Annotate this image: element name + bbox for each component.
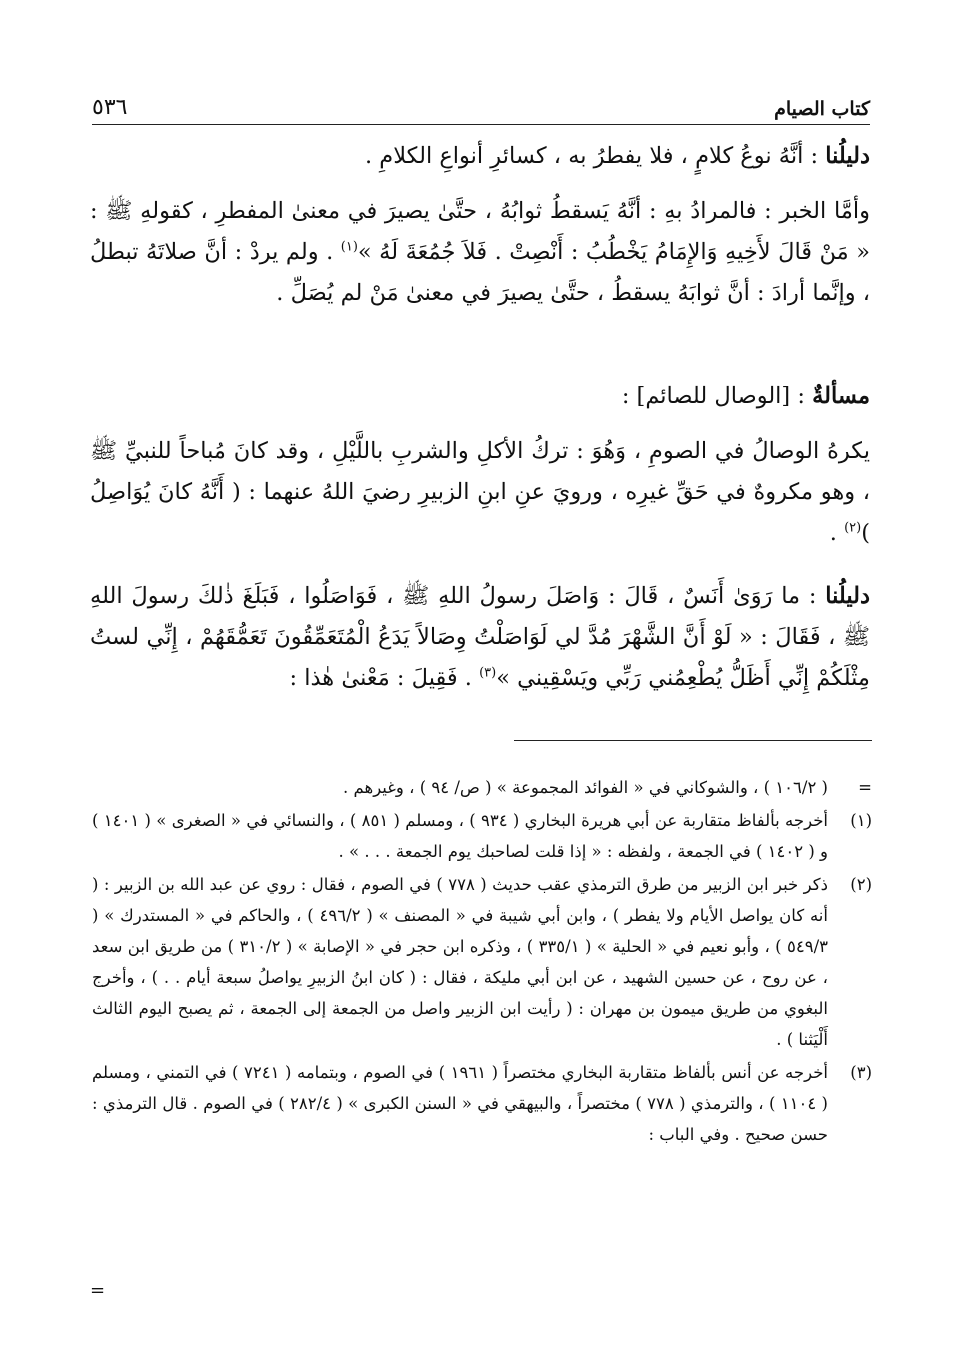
footnote-separator: [514, 740, 872, 741]
paragraph-text: : ما رَوَىٰ أَنَسٌ ، قَالَ : وَاصَلَ رسولُ اللهِ ﷺ ، فَوَاصَلُوا ، فَبَلَغَ ذٰلكَ رسولَ اللهِ ﷺ ، فَقَالَ : « لَوْ أَنَّ الشَّهْرَ مُدَّ لي لَوَاصَلْتُ وِصَالاً يَدَعُ الْمُتَعَمِّقُونَ تَعَمُّقَهُمْ ، إِنِّي لستُ مِثْلَكُمْ إِنِّي أَظَلُّ يُطْعِمُني رَبِّي ويَسْقِيني »: [90, 583, 870, 691]
footnote-ref-3: (٣): [479, 665, 497, 681]
footnote-number: (١): [850, 811, 872, 830]
paragraph-text: وأمَّا الخبر : فالمرادُ بهِ : أنَّهُ يَسقطُ ثوابُهُ ، حتَّىٰ يصيرَ في معنىٰ المفطرِ ، كقولهِ ﷺ : « مَنْ قَالَ لأَخِيهِ وَالإِمَامُ يَخْطُبُ : أَنْصِتْ . فَلاَ جُمُعَةَ لَهُ »: [90, 198, 870, 265]
lead-word: دليلُنا: [825, 143, 870, 169]
footnote-2: [92, 869, 872, 1055]
footnote-continued: [92, 772, 872, 803]
footnote-text: أخرجه بألفاظ متقاربة عن أبي هريرة البخاري ( ٩٣٤ ) ، ومسلم ( ٨٥١ ) ، والنسائي في « الصغرى » ( ١٤٠١ ) و ( ١٤٠٢ ) في الجمعة ، ولفظه : « إذا قلت لصاحبك يوم الجمعة . . . » .: [92, 811, 828, 861]
continuation-mark: =: [90, 1280, 106, 1301]
footnote-ref-1: (١): [340, 239, 358, 255]
paragraph-text: . ولم يردْ : أنَّ صلاتَهُ تبطلُ ، وإنَّما أرادَ : أنَّ ثوابَهُ يسقطُ ، حتَّىٰ يصيرَ في معنىٰ مَنْ لم يُصَلِّ .: [90, 239, 870, 306]
footnote-number: (٣): [850, 1063, 872, 1082]
footnote-text: أخرجه عن أنس بألفاظ متقاربة البخاري مختصراً ( ١٩٦١ ) في الصوم ، وبتمامه ( ٧٢٤١ ) في التمني ، ومسلم ( ١١٠٤ ) ، والترمذي ( ٧٧٨ ) مختصراً ، والبيهقي في « السنن الكبرى » ( ٢٨٢/٤ ) في الصوم . قال الترمذي : حسن صحيح . وفي الباب :: [92, 1063, 828, 1144]
paragraph-khabar: [90, 191, 870, 314]
page-number: ٥٣٦: [92, 95, 128, 120]
paragraph-wisal: [90, 431, 870, 554]
footnote-ref-2: (٢): [844, 520, 862, 536]
heading-text: : [الوصال للصائم] :: [621, 383, 813, 409]
footnote-text: ذكر خبر ابن الزبير من طرق الترمذي عقب حديث ( ٧٧٨ ) في الصوم ، فقال : روي عن عبد الله بن الزبير : ( أنه كان يواصل الأيام ولا يفطر ) ، وابن أبي شيبة في « المصنف » ( ٤٩٦/٢ ) ، والحاكم في « المستدرك » ( ٥٤٩/٣ ) ، وأبو نعيم في « الحلية » ( ٣٣٥/١ ) ، وذكره ابن حجر في « الإصابة » ( ٣١٠/٢ ) من طريق ابن سعد ، عن روح ، عن حسين الشهيد ، عن ابن أبي مليكة ، فقال : ( كان ابنُ الزبيرِ يواصلُ سبعة أيام . . ) ، وأخرج البغوي من طريق ميمون بن مهران : ( رأيت ابن الزبير واصل من الجمعة إلى الجمعة ، ثم يصبح اليوم الثالث أَلْيَثنا ) .: [92, 875, 828, 1049]
masala-heading: مسألةٌ: [812, 383, 870, 409]
page-header: [92, 80, 870, 125]
footnote-number: (٢): [850, 875, 872, 894]
main-text: [90, 136, 870, 699]
paragraph-evidence-1: [90, 136, 870, 177]
paragraph-text: : أنَّهُ نوعُ كلامٍ ، فلا يفطرُ به ، كسائرِ أنواعِ الكلامِ .: [365, 143, 826, 169]
footnotes: [92, 772, 872, 1152]
paragraph-evidence-2: [90, 576, 870, 699]
paragraph-text: .: [829, 520, 845, 546]
footnote-3: [92, 1057, 872, 1150]
footnote-1: [92, 805, 872, 867]
section-heading: [90, 376, 870, 417]
footnote-text: ( ١٠٦/٢ ) ، والشوكاني في « الفوائد المجموعة » ( ص/ ٩٤ ) ، وغيرهم .: [343, 778, 828, 797]
running-title: كتاب الصيام: [774, 98, 870, 120]
lead-word: دليلُنا: [825, 583, 870, 609]
footnote-number: =: [858, 778, 872, 797]
paragraph-text: يكرهُ الوصالُ في الصومِ ، وَهُوَ : تركُ الأكلِ والشربِ باللَّيْلِ ، وقد كانَ مُباحاً للنبيِّ ﷺ ، وهو مكروهٌ في حَقِّ غيرِه ، ورويَ عنِ ابنِ الزبيرِ رضيَ اللهُ عنهما : ( أَنَّهُ كانَ يُوَاصِلُ ): [90, 438, 870, 546]
paragraph-text: . فَقِيلَ : مَعْنىٰ هٰذا :: [289, 665, 480, 691]
